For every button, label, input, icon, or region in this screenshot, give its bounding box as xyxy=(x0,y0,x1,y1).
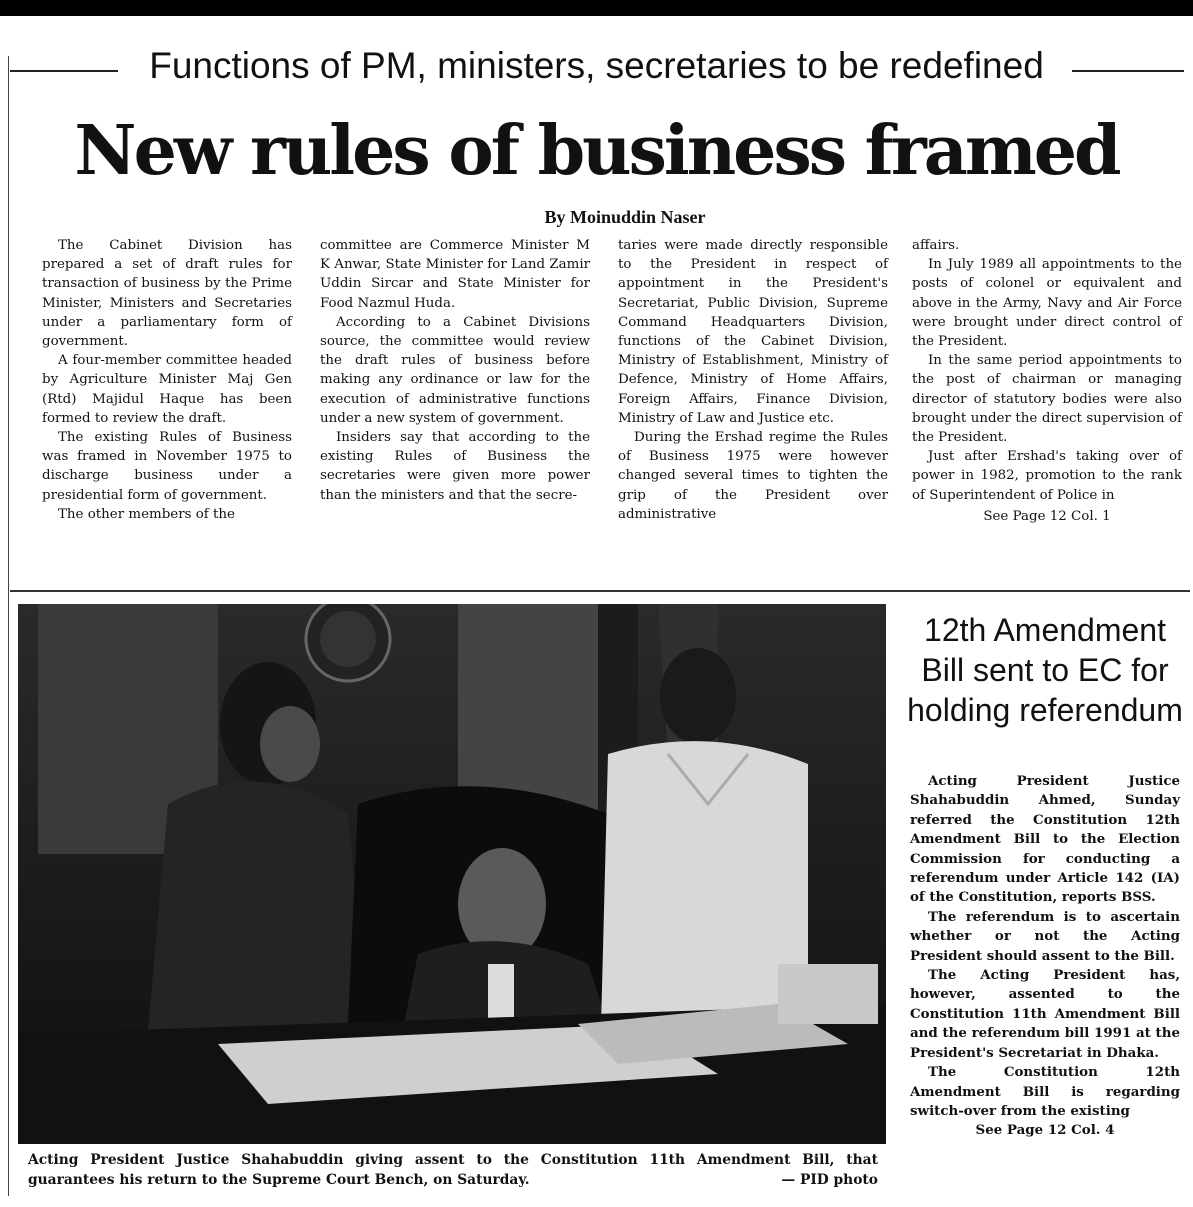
main-headline: New rules of business framed xyxy=(74,111,1119,191)
jump-line: See Page 12 Col. 4 xyxy=(975,1122,1115,1139)
top-border xyxy=(0,0,1193,16)
sidebar-headline: 12th Amendment Bill sent to EC for holding referendum xyxy=(907,612,1183,728)
kicker-headline: Functions of PM, ministers, secretaries to be redefined xyxy=(149,45,1044,86)
photo-caption xyxy=(28,1150,878,1190)
caption-text: Acting President Justice Shahabuddin giving assent to the Constitution 11th Amendment Bill, that guarantees his return to the Supreme Court Bench, on Saturday. xyxy=(28,1152,878,1188)
paragraph: In July 1989 all appointments to the posts of colonel or equivalent and above in the Army, Navy and Air Force were brought under direct control of the President. xyxy=(912,257,1182,350)
article-column-1 xyxy=(42,236,292,524)
paragraph: A four-member committee headed by Agriculture Minister Maj Gen (Rtd) Majidul Haque has been formed to review the draft. xyxy=(42,353,292,426)
paragraph: Insiders say that according to the existing Rules of Business the secretaries were given more power than the ministers and that the secre- xyxy=(320,430,590,503)
paragraph: The Acting President has, however, assented to the Constitution 11th Amendment Bill and the referendum bill 1991 at the President's Secretariat in Dhaka. xyxy=(910,967,1180,1061)
paragraph: Acting President Justice Shahabuddin Ahmed, Sunday referred the Constitution 12th Amendment Bill to the Election Commission for conducting a referendum under Article 142 (IA) of the Constitution, reports BSS. xyxy=(910,773,1180,906)
paragraph: The Cabinet Division has prepared a set of draft rules for transaction of business by the Prime Minister, Ministers and Secretaries under a parliamentary form of government. xyxy=(42,238,292,350)
paragraph: The existing Rules of Business was framed in November 1975 to discharge business under a presidential form of government. xyxy=(42,430,292,503)
news-photo xyxy=(18,604,886,1144)
paragraph: The other members of the xyxy=(58,506,235,522)
sidebar-article xyxy=(910,772,1180,1141)
paragraph: The referendum is to ascertain whether or not the Acting President should assent to the Bill. xyxy=(910,908,1180,964)
paragraph: taries were made directly responsible to the President in respect of appointment in the President's Secretariat, Public Division, Supreme Command Headquarters Division, functions of the Cabinet Division, Ministry of Establishment, Ministry of Defence, Ministry of Home Affairs, Foreign Affairs, Finance Division, Ministry of Law and Justice etc. xyxy=(618,238,888,426)
section-divider xyxy=(10,590,1190,592)
article-column-2 xyxy=(320,236,590,505)
paragraph: Just after Ershad's taking over of power in 1982, promotion to the rank of Superintendent of Police in xyxy=(912,449,1182,503)
article-column-4 xyxy=(912,236,1182,526)
paragraph: affairs. xyxy=(912,238,960,253)
article-column-3 xyxy=(618,236,888,524)
jump-line: See Page 12 Col. 1 xyxy=(983,508,1111,524)
photo-illustration xyxy=(18,604,886,1144)
byline: By Moinuddin Naser xyxy=(544,207,706,227)
paragraph: According to a Cabinet Divisions source, the committee would review the draft rules of business before making any ordinance or law for the execution of administrative functions under a new system of government. xyxy=(320,314,590,426)
photo-credit: — PID photo xyxy=(781,1172,878,1188)
standing-official-right xyxy=(660,648,736,744)
paragraph: committee are Commerce Minister M K Anwar, State Minister for Land Zamir Uddin Sircar and State Minister for Food Nazmul Huda. xyxy=(320,238,590,311)
paragraph: During the Ershad regime the Rules of Business 1975 were however changed several times to tighten the grip of the President over administrative xyxy=(618,430,888,522)
paragraph: The Constitution 12th Amendment Bill is regarding switch-over from the existing xyxy=(910,1064,1180,1119)
paragraph: In the same period appointments to the post of chairman or managing director of statutory bodies were also brought under the direct supervision of the President. xyxy=(912,353,1182,446)
